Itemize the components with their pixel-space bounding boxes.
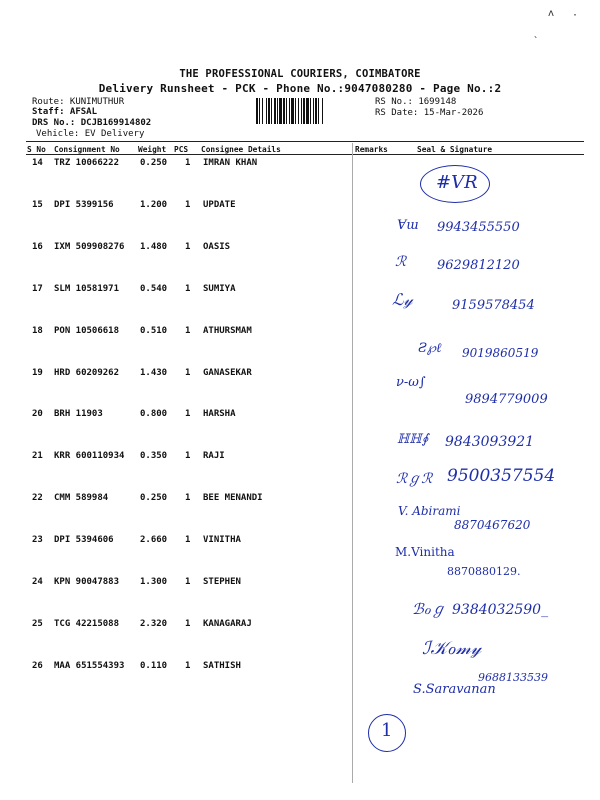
row-pcs: 1 bbox=[185, 283, 191, 294]
row-weight: 1.430 bbox=[140, 367, 168, 378]
row-consignment: BRH 11903 bbox=[54, 409, 103, 420]
row-consignee: STEPHEN bbox=[203, 577, 241, 587]
row-weight: 0.250 bbox=[140, 158, 168, 168]
row-sno: 24 bbox=[32, 577, 43, 587]
signature-phone-25: 9384032590_ bbox=[452, 602, 549, 618]
route-label: Route: KUNIMUTHUR bbox=[32, 97, 125, 107]
header-top-rule bbox=[26, 141, 584, 142]
row-sno: 20 bbox=[32, 409, 43, 420]
signature-phone-26: 9688133539 bbox=[478, 671, 548, 684]
row-weight: 0.350 bbox=[140, 451, 168, 462]
row-consignment: HRD 60209262 bbox=[54, 367, 120, 378]
row-consignee: IMRAN KHAN bbox=[203, 158, 258, 168]
row-weight: 0.250 bbox=[140, 493, 168, 504]
table-row bbox=[0, 535, 600, 547]
signature-mark-22: ℛℊℛ bbox=[396, 471, 433, 487]
row-consignment: DPI 5399156 bbox=[54, 199, 114, 210]
signature-14: #VR bbox=[436, 172, 478, 193]
signature-phone-21: 9843093921 bbox=[445, 434, 535, 450]
row-consignment: TRZ 10066222 bbox=[54, 158, 120, 168]
table-row bbox=[0, 451, 600, 463]
signature-mark-26: ℐ𝒦ℴ𝓂𝓎 bbox=[422, 638, 482, 659]
row-consignee: VINITHA bbox=[203, 535, 241, 546]
signature-phone-16: 9943455550 bbox=[437, 220, 520, 235]
row-sno: 18 bbox=[32, 325, 43, 336]
corner-mark-icon: ʌ bbox=[548, 8, 555, 19]
row-weight: 0.510 bbox=[140, 325, 168, 336]
row-consignment: MAA 651554393 bbox=[54, 660, 125, 671]
row-weight: 0.110 bbox=[140, 660, 168, 671]
row-sno: 26 bbox=[32, 660, 43, 671]
row-consignment: IXM 509908276 bbox=[54, 241, 125, 252]
table-row bbox=[0, 284, 600, 296]
page-circle-number: 1 bbox=[381, 720, 393, 741]
row-consignee: UPDATE bbox=[203, 199, 236, 210]
table-row bbox=[0, 326, 600, 338]
row-consignee: KANAGARAJ bbox=[203, 618, 252, 629]
row-consignee: OASIS bbox=[203, 241, 231, 252]
row-pcs: 1 bbox=[185, 325, 191, 336]
row-consignee: GANASEKAR bbox=[203, 367, 252, 378]
table-row bbox=[0, 200, 600, 212]
signature-mark-21: ℍℍ∮ bbox=[397, 432, 429, 447]
row-sno: 21 bbox=[32, 451, 43, 462]
row-weight: 2.320 bbox=[140, 618, 168, 629]
signature-phone-17: 9629812120 bbox=[437, 258, 520, 273]
row-consignment: KPN 90047883 bbox=[54, 577, 120, 587]
table-row bbox=[0, 409, 600, 421]
company-title: THE PROFESSIONAL COURIERS, COIMBATORE bbox=[179, 68, 421, 80]
signature-mark-18: ℒ𝓎 bbox=[392, 290, 413, 309]
signature-phone-18: 9159578454 bbox=[452, 298, 535, 313]
row-pcs: 1 bbox=[185, 241, 191, 252]
row-sno: 23 bbox=[32, 535, 43, 546]
table-row bbox=[0, 619, 600, 631]
row-sno: 17 bbox=[32, 283, 43, 294]
row-pcs: 1 bbox=[185, 451, 191, 462]
row-consignment: KRR 600110934 bbox=[54, 451, 125, 462]
runsheet-title: Delivery Runsheet - PCK - Phone No.:9047080280 - Page No.:2 bbox=[98, 82, 502, 95]
signature-mark-19: Ƨ℘ℓ bbox=[418, 341, 442, 356]
row-weight: 2.660 bbox=[140, 535, 168, 546]
row-sno: 22 bbox=[32, 493, 43, 504]
row-weight: 0.800 bbox=[140, 409, 168, 420]
table-row bbox=[0, 242, 600, 254]
row-sno: 14 bbox=[32, 158, 43, 168]
row-pcs: 1 bbox=[185, 535, 191, 546]
row-pcs: 1 bbox=[185, 577, 191, 587]
header-bottom-rule bbox=[26, 154, 584, 155]
signature-name-24: M.Vinitha bbox=[395, 545, 455, 559]
row-weight: 1.480 bbox=[140, 241, 168, 252]
row-pcs: 1 bbox=[185, 158, 191, 168]
col-sno: S No bbox=[27, 145, 46, 154]
row-consignee: SATHISH bbox=[203, 660, 241, 671]
row-consignment: DPI 5394606 bbox=[54, 535, 114, 546]
row-pcs: 1 bbox=[185, 660, 191, 671]
signature-phone-23: 8870467620 bbox=[454, 518, 531, 532]
row-consignment: PON 10506618 bbox=[54, 325, 120, 336]
row-consignment: TCG 42215088 bbox=[54, 618, 120, 629]
signature-phone-19: 9019860519 bbox=[462, 346, 539, 360]
col-pcs: PCS bbox=[174, 145, 189, 154]
row-consignee: RAJI bbox=[203, 451, 225, 462]
table-row bbox=[0, 368, 600, 380]
signature-phone-24: 8870880129. bbox=[447, 565, 521, 578]
col-consignment: Consignment No bbox=[54, 145, 120, 154]
row-weight: 1.200 bbox=[140, 199, 168, 210]
col-consignee: Consignee Details bbox=[201, 145, 281, 154]
corner-tick-icon: ` bbox=[533, 36, 540, 47]
row-consignment: SLM 10581971 bbox=[54, 283, 120, 294]
row-sno: 25 bbox=[32, 618, 43, 629]
row-sno: 16 bbox=[32, 241, 43, 252]
rs-date: RS Date: 15-Mar-2026 bbox=[375, 108, 484, 118]
corner-dot-icon: · bbox=[572, 10, 579, 21]
staff-label: Staff: AFSAL bbox=[32, 107, 98, 117]
table-row bbox=[0, 158, 600, 170]
barcode-icon bbox=[256, 98, 370, 124]
signature-phone-20: 9894779009 bbox=[465, 392, 548, 407]
signature-mark-25: ℬℴℊ bbox=[412, 600, 446, 618]
col-remarks: Remarks bbox=[355, 145, 388, 154]
row-sno: 19 bbox=[32, 367, 43, 378]
row-consignee: SUMIYA bbox=[203, 283, 236, 294]
vehicle-label: Vehicle: EV Delivery bbox=[36, 129, 145, 139]
row-weight: 1.300 bbox=[140, 577, 168, 587]
row-consignee: HARSHA bbox=[203, 409, 236, 420]
row-consignee: BEE MENANDI bbox=[203, 493, 263, 504]
signature-name-23: V. Abirami bbox=[398, 504, 461, 518]
row-pcs: 1 bbox=[185, 618, 191, 629]
row-sno: 15 bbox=[32, 199, 43, 210]
row-consignee: ATHURSMAM bbox=[203, 325, 252, 336]
row-pcs: 1 bbox=[185, 493, 191, 504]
signature-mark-17: ℛ bbox=[395, 254, 407, 270]
signature-mark-20: ν-ω∫ bbox=[396, 375, 426, 390]
col-seal-signature: Seal & Signature bbox=[417, 145, 493, 154]
row-weight: 0.540 bbox=[140, 283, 168, 294]
signature-phone-22: 9500357554 bbox=[447, 466, 556, 486]
row-pcs: 1 bbox=[185, 199, 191, 210]
signature-name-26: S.Saravanan bbox=[413, 682, 496, 697]
table-row bbox=[0, 577, 600, 589]
row-consignment: CMM 589984 bbox=[54, 493, 109, 504]
table-row bbox=[0, 493, 600, 505]
rs-number: RS No.: 1699148 bbox=[375, 97, 457, 107]
row-pcs: 1 bbox=[185, 367, 191, 378]
signature-mark-16: Ɐɯ bbox=[397, 218, 419, 233]
col-weight: Weight bbox=[138, 145, 167, 154]
drs-number: DRS No.: DCJB169914802 bbox=[32, 118, 152, 128]
row-pcs: 1 bbox=[185, 409, 191, 420]
